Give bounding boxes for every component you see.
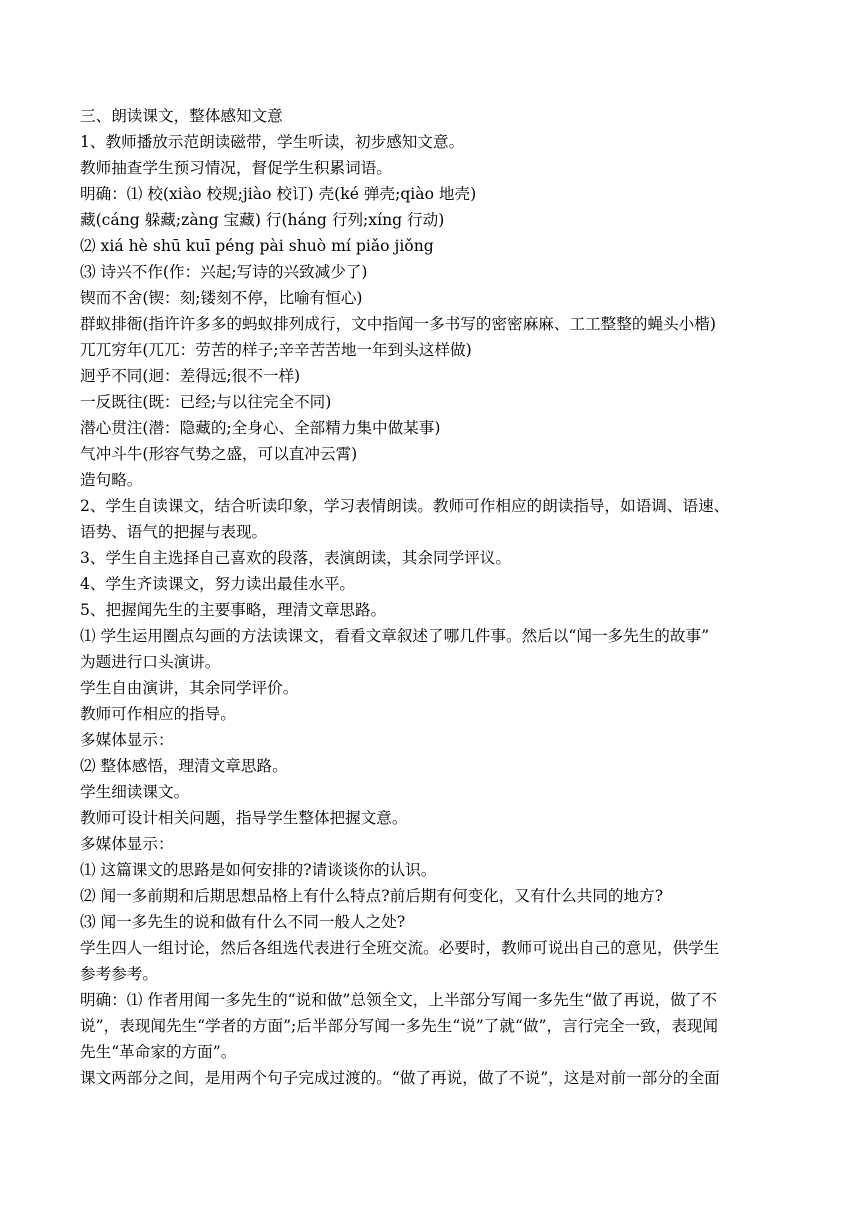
paragraph-line: 3、学生自主选择自己喜欢的段落，表演朗读，其余同学评议。 [80,549,511,567]
paragraph-line: 学生四人一组讨论，然后各组选代表进行全班交流。必要时，教师可说出自己的意见，供学生 [80,939,720,957]
paragraph-line: ⑵ 闻一多前期和后期思想品格上有什么特点?前后期有何变化，又有什么共同的地方? [80,887,664,905]
paragraph-line: 群蚁排衙(指许许多多的蚂蚁排列成行，文中指闻一多书写的密密麻麻、工工整整的蝇头小楷) [80,315,716,333]
paragraph-line: 先生“革命家的方面”。 [80,1043,237,1061]
paragraph-line: 多媒体显示： [80,731,174,749]
paragraph-line: 造句略。 [80,471,143,489]
paragraph-line: 1、教师播放示范朗读磁带，学生听读，初步感知文意。 [80,133,465,151]
paragraph-line: 迥乎不同(迥：差得远;很不一样) [80,367,301,385]
paragraph-line: ⑶ 诗兴不作(作：兴起;写诗的兴致减少了) [80,263,368,281]
paragraph-line: 4、学生齐读课文，努力读出最佳水平。 [80,575,356,593]
paragraph-line: 教师抽查学生预习情况，督促学生积累词语。 [80,159,392,177]
paragraph-line: 兀兀穷年(兀兀：劳苦的样子;辛辛苦苦地一年到头这样做) [80,341,472,359]
paragraph-line: 多媒体显示： [80,835,174,853]
paragraph-line: 参考参考。 [80,965,158,983]
paragraph-line: 学生细读课文。 [80,783,190,801]
paragraph-line: 为题进行口头演讲。 [80,653,221,671]
paragraph-line: ⑵ xiá hè shū kuī péng pài shuò mí piǎo jiǒng [80,237,434,255]
paragraph-line: 锲而不舍(锲：刻;镂刻不停，比喻有恒心) [80,289,363,307]
paragraph-line: 5、把握闻先生的主要事略，理清文章思路。 [80,601,387,619]
paragraph-line: 潜心贯注(潜：隐藏的;全身心、全部精力集中做某事) [80,419,441,437]
document-body [80,103,786,1091]
paragraph-line: 教师可设计相关问题，指导学生整体把握文意。 [80,809,408,827]
paragraph-line: 语势、语气的把握与表现。 [80,523,268,541]
paragraph-line: 气冲斗牛(形容气势之盛，可以直冲云霄) [80,445,358,463]
paragraph-line: ⑴ 学生运用圈点勾画的方法读课文，看看文章叙述了哪几件事。然后以“闻一多先生的故事” [80,627,710,645]
section-heading: 三、朗读课文，整体感知文意 [80,107,283,125]
paragraph-line: 藏(cáng 躲藏;zàng 宝藏) 行(háng 行列;xíng 行动) [80,211,445,229]
paragraph-line: 明确：⑴ 校(xiào 校规;jiào 校订) 壳(ké 弹壳;qiào 地壳) [80,185,477,203]
paragraph-line: 教师可作相应的指导。 [80,705,236,723]
paragraph-line: 课文两部分之间，是用两个句子完成过渡的。“做了再说，做了不说”，这是对前一部分的全面 [80,1069,720,1087]
paragraph-line: 2、学生自读课文，结合听读印象，学习表情朗读。教师可作相应的朗读指导，如语调、语速、 [80,497,730,515]
paragraph-line: 明确：⑴ 作者用闻一多先生的“说和做”总领全文，上半部分写闻一多先生“做了再说，做了不 [80,991,718,1009]
paragraph-line: 说”，表现闻先生“学者的方面”;后半部分写闻一多先生“说”了就“做”，言行完全一致，表现闻 [80,1017,719,1035]
paragraph-line: ⑵ 整体感悟，理清文章思路。 [80,757,288,775]
paragraph-line: 学生自由演讲，其余同学评价。 [80,679,299,697]
paragraph-line: ⑴ 这篇课文的思路是如何安排的?请谈谈你的认识。 [80,861,437,879]
paragraph-line: 一反既往(既：已经;与以往完全不同) [80,393,332,411]
paragraph-line: ⑶ 闻一多先生的说和做有什么不同一般人之处? [80,913,406,931]
